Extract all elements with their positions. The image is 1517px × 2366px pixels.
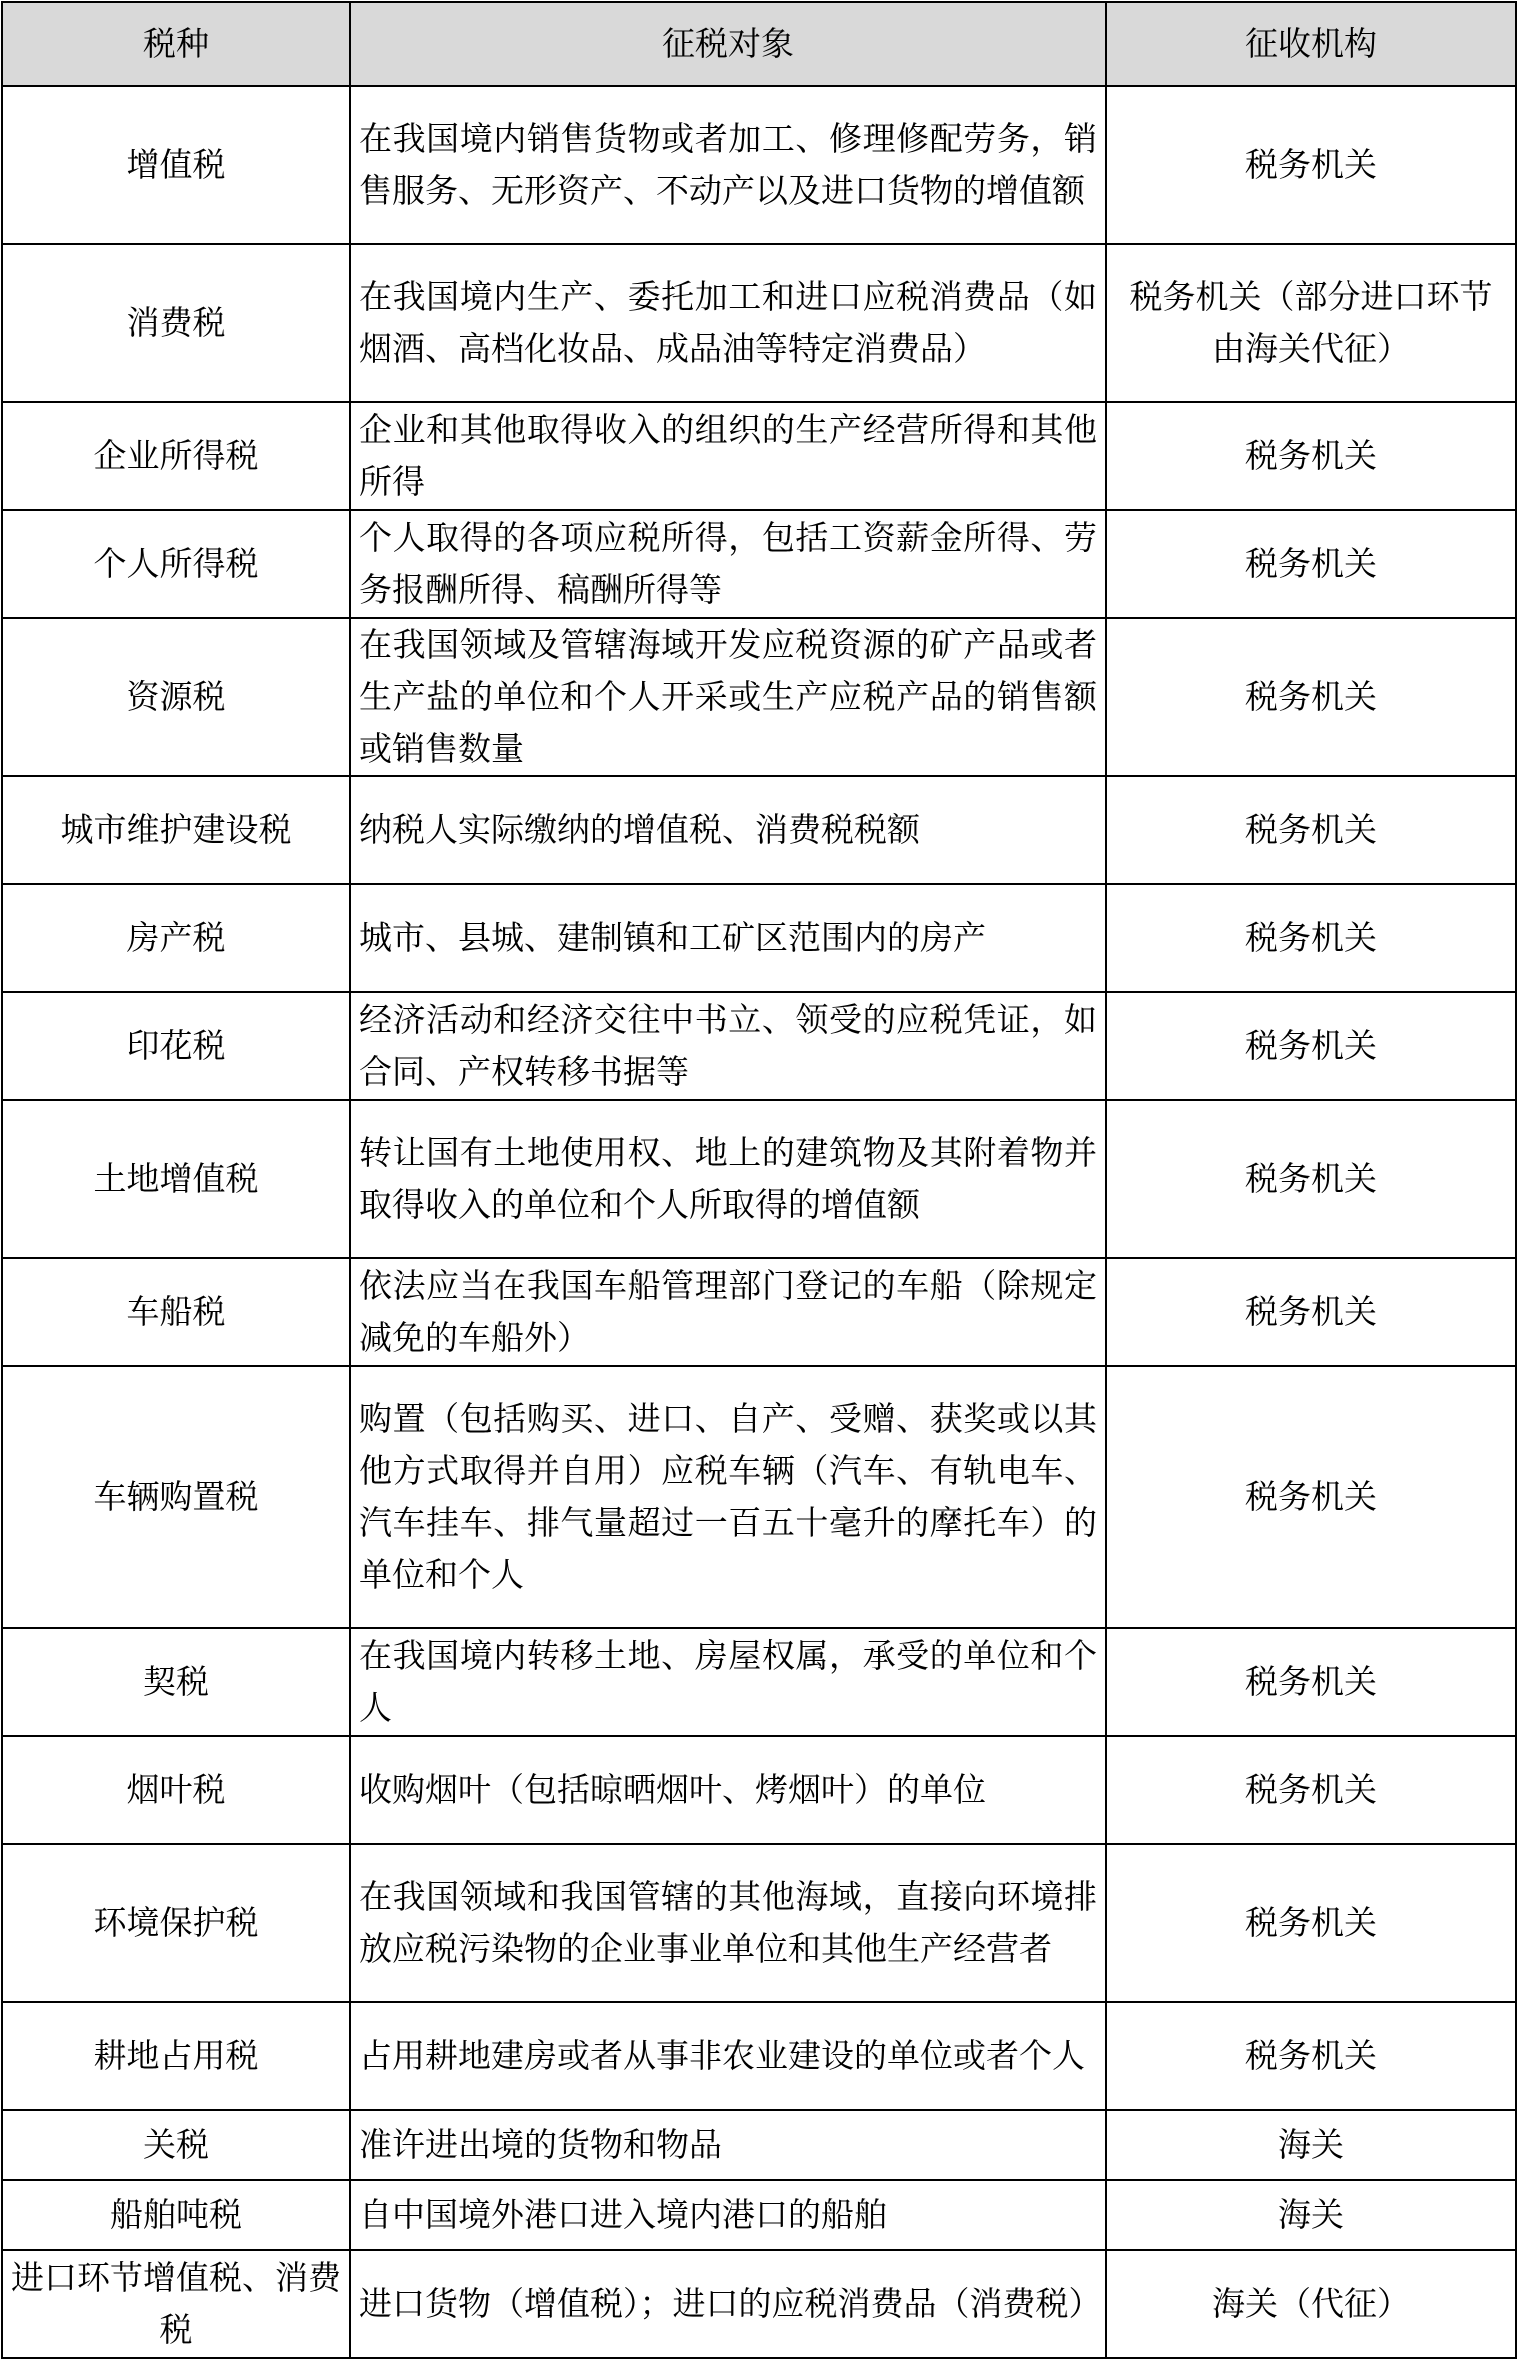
table-row — [2, 244, 1516, 402]
table-row — [2, 2250, 1516, 2358]
tax-object-cell: 在我国领域及管辖海域开发应税资源的矿产品或者生产盐的单位和个人开采或生产应税产品的销售额或销售数量 — [350, 618, 1106, 776]
table-row — [2, 2180, 1516, 2250]
tax-name-cell: 印花税 — [2, 992, 350, 1100]
table-row — [2, 884, 1516, 992]
tax-name-cell: 关税 — [2, 2110, 350, 2180]
tax-object-cell: 进口货物（增值税）；进口的应税消费品（消费税） — [350, 2250, 1106, 2358]
collection-agency-cell: 税务机关 — [1106, 2002, 1516, 2110]
tax-name-cell: 城市维护建设税 — [2, 776, 350, 884]
tax-name-cell: 增值税 — [2, 86, 350, 244]
collection-agency-cell: 税务机关 — [1106, 1258, 1516, 1366]
table-row — [2, 2002, 1516, 2110]
tax-object-cell: 在我国境内转移土地、房屋权属，承受的单位和个人 — [350, 1628, 1106, 1736]
tax-object-cell: 个人取得的各项应税所得，包括工资薪金所得、劳务报酬所得、稿酬所得等 — [350, 510, 1106, 618]
table-row — [2, 1736, 1516, 1844]
table-row — [2, 1844, 1516, 2002]
collection-agency-cell: 税务机关 — [1106, 1100, 1516, 1258]
tax-name-cell: 船舶吨税 — [2, 2180, 350, 2250]
table-header — [2, 2, 1516, 86]
table-row — [2, 510, 1516, 618]
tax-object-cell: 经济活动和经济交往中书立、领受的应税凭证，如合同、产权转移书据等 — [350, 992, 1106, 1100]
tax-name-cell: 耕地占用税 — [2, 2002, 350, 2110]
header-tax-type: 税种 — [2, 2, 350, 86]
table-row — [2, 402, 1516, 510]
tax-table — [1, 1, 1517, 2359]
header-row — [2, 2, 1516, 86]
table-row — [2, 992, 1516, 1100]
table-body — [2, 86, 1516, 2358]
collection-agency-cell: 税务机关 — [1106, 776, 1516, 884]
collection-agency-cell: 税务机关 — [1106, 1628, 1516, 1736]
table-row — [2, 618, 1516, 776]
tax-object-cell: 纳税人实际缴纳的增值税、消费税税额 — [350, 776, 1106, 884]
table-row — [2, 1366, 1516, 1628]
tax-name-cell: 个人所得税 — [2, 510, 350, 618]
tax-name-cell: 车辆购置税 — [2, 1366, 350, 1628]
tax-name-cell: 资源税 — [2, 618, 350, 776]
header-tax-object: 征税对象 — [350, 2, 1106, 86]
collection-agency-cell: 税务机关（部分进口环节由海关代征） — [1106, 244, 1516, 402]
tax-name-cell: 契税 — [2, 1628, 350, 1736]
collection-agency-cell: 税务机关 — [1106, 1736, 1516, 1844]
tax-object-cell: 购置（包括购买、进口、自产、受赠、获奖或以其他方式取得并自用）应税车辆（汽车、有轨电车、汽车挂车、排气量超过一百五十毫升的摩托车）的单位和个人 — [350, 1366, 1106, 1628]
collection-agency-cell: 海关 — [1106, 2180, 1516, 2250]
table-row — [2, 2110, 1516, 2180]
tax-object-cell: 准许进出境的货物和物品 — [350, 2110, 1106, 2180]
collection-agency-cell: 税务机关 — [1106, 884, 1516, 992]
tax-name-cell: 进口环节增值税、消费税 — [2, 2250, 350, 2358]
collection-agency-cell: 税务机关 — [1106, 1366, 1516, 1628]
collection-agency-cell: 税务机关 — [1106, 402, 1516, 510]
table-row — [2, 1100, 1516, 1258]
tax-object-cell: 依法应当在我国车船管理部门登记的车船（除规定减免的车船外） — [350, 1258, 1106, 1366]
table-row — [2, 776, 1516, 884]
table-row — [2, 86, 1516, 244]
header-collection-agency: 征收机构 — [1106, 2, 1516, 86]
table-row — [2, 1258, 1516, 1366]
tax-object-cell: 在我国境内生产、委托加工和进口应税消费品（如烟酒、高档化妆品、成品油等特定消费品） — [350, 244, 1106, 402]
tax-object-cell: 城市、县城、建制镇和工矿区范围内的房产 — [350, 884, 1106, 992]
tax-object-cell: 企业和其他取得收入的组织的生产经营所得和其他所得 — [350, 402, 1106, 510]
collection-agency-cell: 税务机关 — [1106, 1844, 1516, 2002]
tax-name-cell: 房产税 — [2, 884, 350, 992]
collection-agency-cell: 税务机关 — [1106, 992, 1516, 1100]
tax-object-cell: 在我国境内销售货物或者加工、修理修配劳务，销售服务、无形资产、不动产以及进口货物的增值额 — [350, 86, 1106, 244]
tax-name-cell: 企业所得税 — [2, 402, 350, 510]
tax-object-cell: 收购烟叶（包括晾晒烟叶、烤烟叶）的单位 — [350, 1736, 1106, 1844]
table-row — [2, 1628, 1516, 1736]
tax-object-cell: 转让国有土地使用权、地上的建筑物及其附着物并取得收入的单位和个人所取得的增值额 — [350, 1100, 1106, 1258]
tax-name-cell: 环境保护税 — [2, 1844, 350, 2002]
tax-name-cell: 土地增值税 — [2, 1100, 350, 1258]
tax-object-cell: 占用耕地建房或者从事非农业建设的单位或者个人 — [350, 2002, 1106, 2110]
tax-name-cell: 消费税 — [2, 244, 350, 402]
collection-agency-cell: 税务机关 — [1106, 510, 1516, 618]
collection-agency-cell: 税务机关 — [1106, 86, 1516, 244]
tax-object-cell: 在我国领域和我国管辖的其他海域，直接向环境排放应税污染物的企业事业单位和其他生产经营者 — [350, 1844, 1106, 2002]
tax-object-cell: 自中国境外港口进入境内港口的船舶 — [350, 2180, 1106, 2250]
collection-agency-cell: 税务机关 — [1106, 618, 1516, 776]
collection-agency-cell: 海关（代征） — [1106, 2250, 1516, 2358]
collection-agency-cell: 海关 — [1106, 2110, 1516, 2180]
tax-name-cell: 烟叶税 — [2, 1736, 350, 1844]
tax-name-cell: 车船税 — [2, 1258, 350, 1366]
